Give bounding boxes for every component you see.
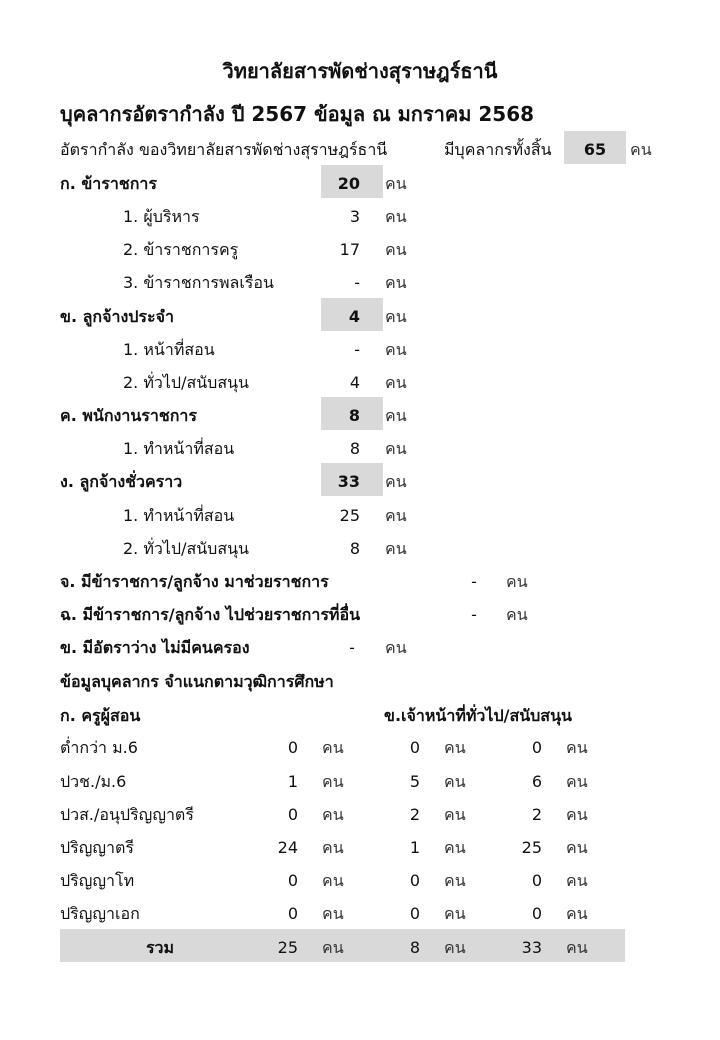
item-label: 2. ทั่วไป/สนับสนุน xyxy=(123,539,249,558)
group-label: ค. พนักงานราชการ xyxy=(60,406,197,425)
item-label: 1. ผู้บริหาร xyxy=(123,207,200,226)
education-teachers-value: 0 xyxy=(287,805,298,824)
group-value: 20 xyxy=(337,174,360,193)
unit-label: คน xyxy=(385,373,407,392)
education-temp-total: 33 xyxy=(521,938,542,957)
unit-label: คน xyxy=(322,904,344,923)
education-col-support: ข.เจ้าหน้าที่ทั่วไป/สนับสนุน xyxy=(384,706,572,725)
item-value: 25 xyxy=(339,506,360,525)
education-row-label: ปริญญาตรี xyxy=(60,838,134,857)
extra-label: ข. มีอัตราว่าง ไม่มีคนครอง xyxy=(60,638,250,657)
education-support-value: 1 xyxy=(409,838,420,857)
education-temp-value: 0 xyxy=(531,904,542,923)
unit-label: คน xyxy=(322,772,344,791)
education-temp-value: 6 xyxy=(531,772,542,791)
unit-label: คน xyxy=(322,738,344,757)
item-label: 3. ข้าราชการพลเรือน xyxy=(123,273,274,292)
unit-label: คน xyxy=(322,938,344,957)
education-teachers-value: 0 xyxy=(287,738,298,757)
group-label: ข. ลูกจ้างประจำ xyxy=(60,307,174,326)
education-teachers-value: 24 xyxy=(277,838,298,857)
extra-value: - xyxy=(471,605,477,624)
education-row-label: ต่ำกว่า ม.6 xyxy=(60,738,138,757)
unit-label: คน xyxy=(444,838,466,857)
summary-label: อัตรากำลัง ของวิทยาลัยสารพัดช่างสุราษฎร์ธานี xyxy=(60,140,388,159)
item-value: 8 xyxy=(349,539,360,558)
group-label: ง. ลูกจ้างชั่วคราว xyxy=(60,472,183,491)
unit-label: คน xyxy=(444,738,466,757)
education-title: ข้อมูลบุคลากร จำแนกตามวุฒิการศึกษา xyxy=(60,672,334,691)
unit-label: คน xyxy=(322,871,344,890)
education-temp-value: 25 xyxy=(521,838,542,857)
education-teachers-total: 25 xyxy=(277,938,298,957)
education-support-value: 0 xyxy=(409,871,420,890)
item-label: 1. ทำหน้าที่สอน xyxy=(123,506,235,525)
extra-label: จ. มีข้าราชการ/ลูกจ้าง มาช่วยราชการ xyxy=(60,572,329,591)
unit-label: คน xyxy=(385,307,407,326)
education-support-value: 0 xyxy=(409,904,420,923)
unit-label: คน xyxy=(444,871,466,890)
summary-unit: คน xyxy=(630,140,652,159)
unit-label: คน xyxy=(385,273,407,292)
education-support-value: 5 xyxy=(409,772,420,791)
education-temp-value: 2 xyxy=(531,805,542,824)
unit-label: คน xyxy=(506,605,528,624)
unit-label: คน xyxy=(566,838,588,857)
item-value: 8 xyxy=(349,439,360,458)
unit-label: คน xyxy=(385,174,407,193)
item-value: - xyxy=(354,340,360,359)
education-teachers-value: 1 xyxy=(287,772,298,791)
education-row-label: ปวช./ม.6 xyxy=(60,772,127,791)
unit-label: คน xyxy=(444,772,466,791)
item-value: - xyxy=(354,273,360,292)
item-label: 2. ข้าราชการครู xyxy=(123,240,239,259)
unit-label: คน xyxy=(385,340,407,359)
group-value: 8 xyxy=(348,406,360,425)
unit-label: คน xyxy=(385,638,407,657)
item-value: 4 xyxy=(349,373,360,392)
unit-label: คน xyxy=(385,472,407,491)
unit-label: คน xyxy=(444,904,466,923)
unit-label: คน xyxy=(322,838,344,857)
unit-label: คน xyxy=(506,572,528,591)
education-teachers-value: 0 xyxy=(287,871,298,890)
unit-label: คน xyxy=(385,539,407,558)
unit-label: คน xyxy=(385,406,407,425)
unit-label: คน xyxy=(385,439,407,458)
unit-label: คน xyxy=(566,805,588,824)
item-value: 17 xyxy=(339,240,360,259)
unit-label: คน xyxy=(385,207,407,226)
education-row-label: ปริญญาเอก xyxy=(60,904,140,923)
item-label: 1. หน้าที่สอน xyxy=(123,340,215,359)
item-value: 3 xyxy=(349,207,360,226)
education-col-teachers: ก. ครูผู้สอน xyxy=(60,706,141,725)
education-teachers-value: 0 xyxy=(287,904,298,923)
unit-label: คน xyxy=(385,240,407,259)
unit-label: คน xyxy=(385,506,407,525)
extra-value: - xyxy=(471,572,477,591)
extra-value: - xyxy=(349,638,355,657)
item-label: 2. ทั่วไป/สนับสนุน xyxy=(123,373,249,392)
unit-label: คน xyxy=(322,805,344,824)
extra-label: ฉ. มีข้าราชการ/ลูกจ้าง ไปช่วยราชการที่อื่น xyxy=(60,605,361,624)
unit-label: คน xyxy=(566,772,588,791)
education-temp-value: 0 xyxy=(531,871,542,890)
summary-total-value: 65 xyxy=(583,140,607,159)
unit-label: คน xyxy=(566,938,588,957)
document-title: วิทยาลัยสารพัดช่างสุราษฎร์ธานี xyxy=(222,59,498,83)
item-label: 1. ทำหน้าที่สอน xyxy=(123,439,235,458)
unit-label: คน xyxy=(566,904,588,923)
unit-label: คน xyxy=(444,938,466,957)
education-temp-value: 0 xyxy=(531,738,542,757)
summary-total-label: มีบุคลากรทั้งสิ้น xyxy=(444,140,552,159)
education-row-label: ปริญญาโท xyxy=(60,871,135,890)
document-subtitle: บุคลากรอัตรากำลัง ปี 2567 ข้อมูล ณ มกราคม 2568 xyxy=(60,102,535,126)
group-value: 33 xyxy=(337,472,360,491)
unit-label: คน xyxy=(566,871,588,890)
unit-label: คน xyxy=(566,738,588,757)
unit-label: คน xyxy=(444,805,466,824)
education-support-value: 2 xyxy=(409,805,420,824)
education-total-label: รวม xyxy=(145,938,175,957)
education-support-total: 8 xyxy=(409,938,420,957)
group-label: ก. ข้าราชการ xyxy=(60,174,157,193)
education-row-label: ปวส./อนุปริญญาตรี xyxy=(60,805,194,824)
group-value: 4 xyxy=(348,307,360,326)
education-support-value: 0 xyxy=(409,738,420,757)
